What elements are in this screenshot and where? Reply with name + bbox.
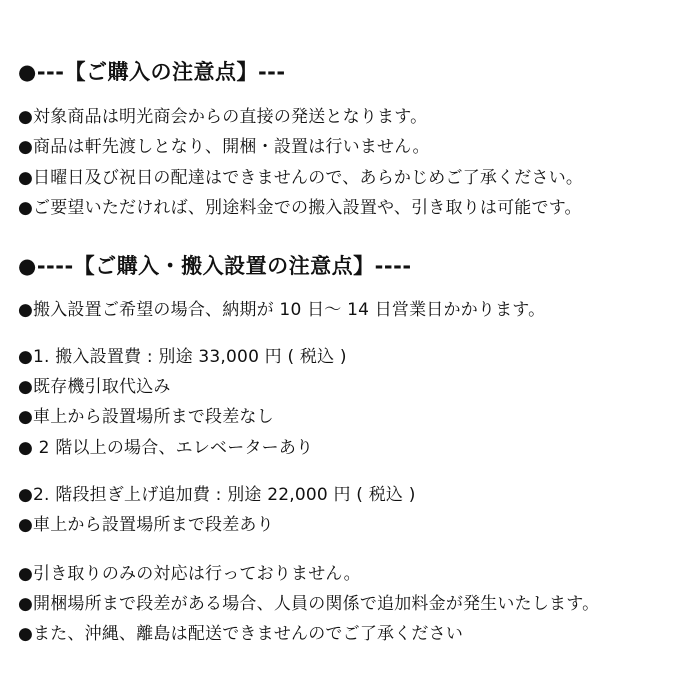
section1-line-4: ●ご要望いただければ、別途料金での搬入設置や、引き取りは可能です。 bbox=[18, 198, 582, 218]
group3-line-3: ●また、沖縄、離島は配送できませんのでご了承ください bbox=[18, 624, 464, 644]
group2-line-1: ●2. 階段担ぎ上げ追加費 : 別途 22,000 円 ( 税込 ) bbox=[18, 485, 416, 505]
group1-line-2: ●既存機引取代込み bbox=[18, 377, 171, 397]
section2-intro: ●搬入設置ご希望の場合、納期が 10 日〜 14 日営業日かかります。 bbox=[18, 300, 546, 320]
group1-line-4: ● 2 階以上の場合、エレベーターあり bbox=[18, 438, 314, 458]
section1-line-3: ●日曜日及び祝日の配達はできませんので、あらかじめご了承ください。 bbox=[18, 168, 584, 188]
group1-line-1: ●1. 搬入設置費 : 別途 33,000 円 ( 税込 ) bbox=[18, 347, 347, 367]
section2-heading: ●----【ご購入・搬入設置の注意点】---- bbox=[18, 254, 412, 278]
group2-line-2: ●車上から設置場所まで段差あり bbox=[18, 515, 274, 535]
group1-line-3: ●車上から設置場所まで段差なし bbox=[18, 407, 274, 427]
group3-line-2: ●開梱場所まで段差がある場合、人員の関係で追加料金が発生いたします。 bbox=[18, 594, 600, 614]
group3-line-1: ●引き取りのみの対応は行っておりません。 bbox=[18, 564, 361, 584]
section1-line-2: ●商品は軒先渡しとなり、開梱・設置は行いません。 bbox=[18, 137, 430, 157]
section1-line-1: ●対象商品は明光商会からの直接の発送となります。 bbox=[18, 107, 428, 127]
section1-heading: ●---【ご購入の注意点】--- bbox=[18, 60, 286, 84]
